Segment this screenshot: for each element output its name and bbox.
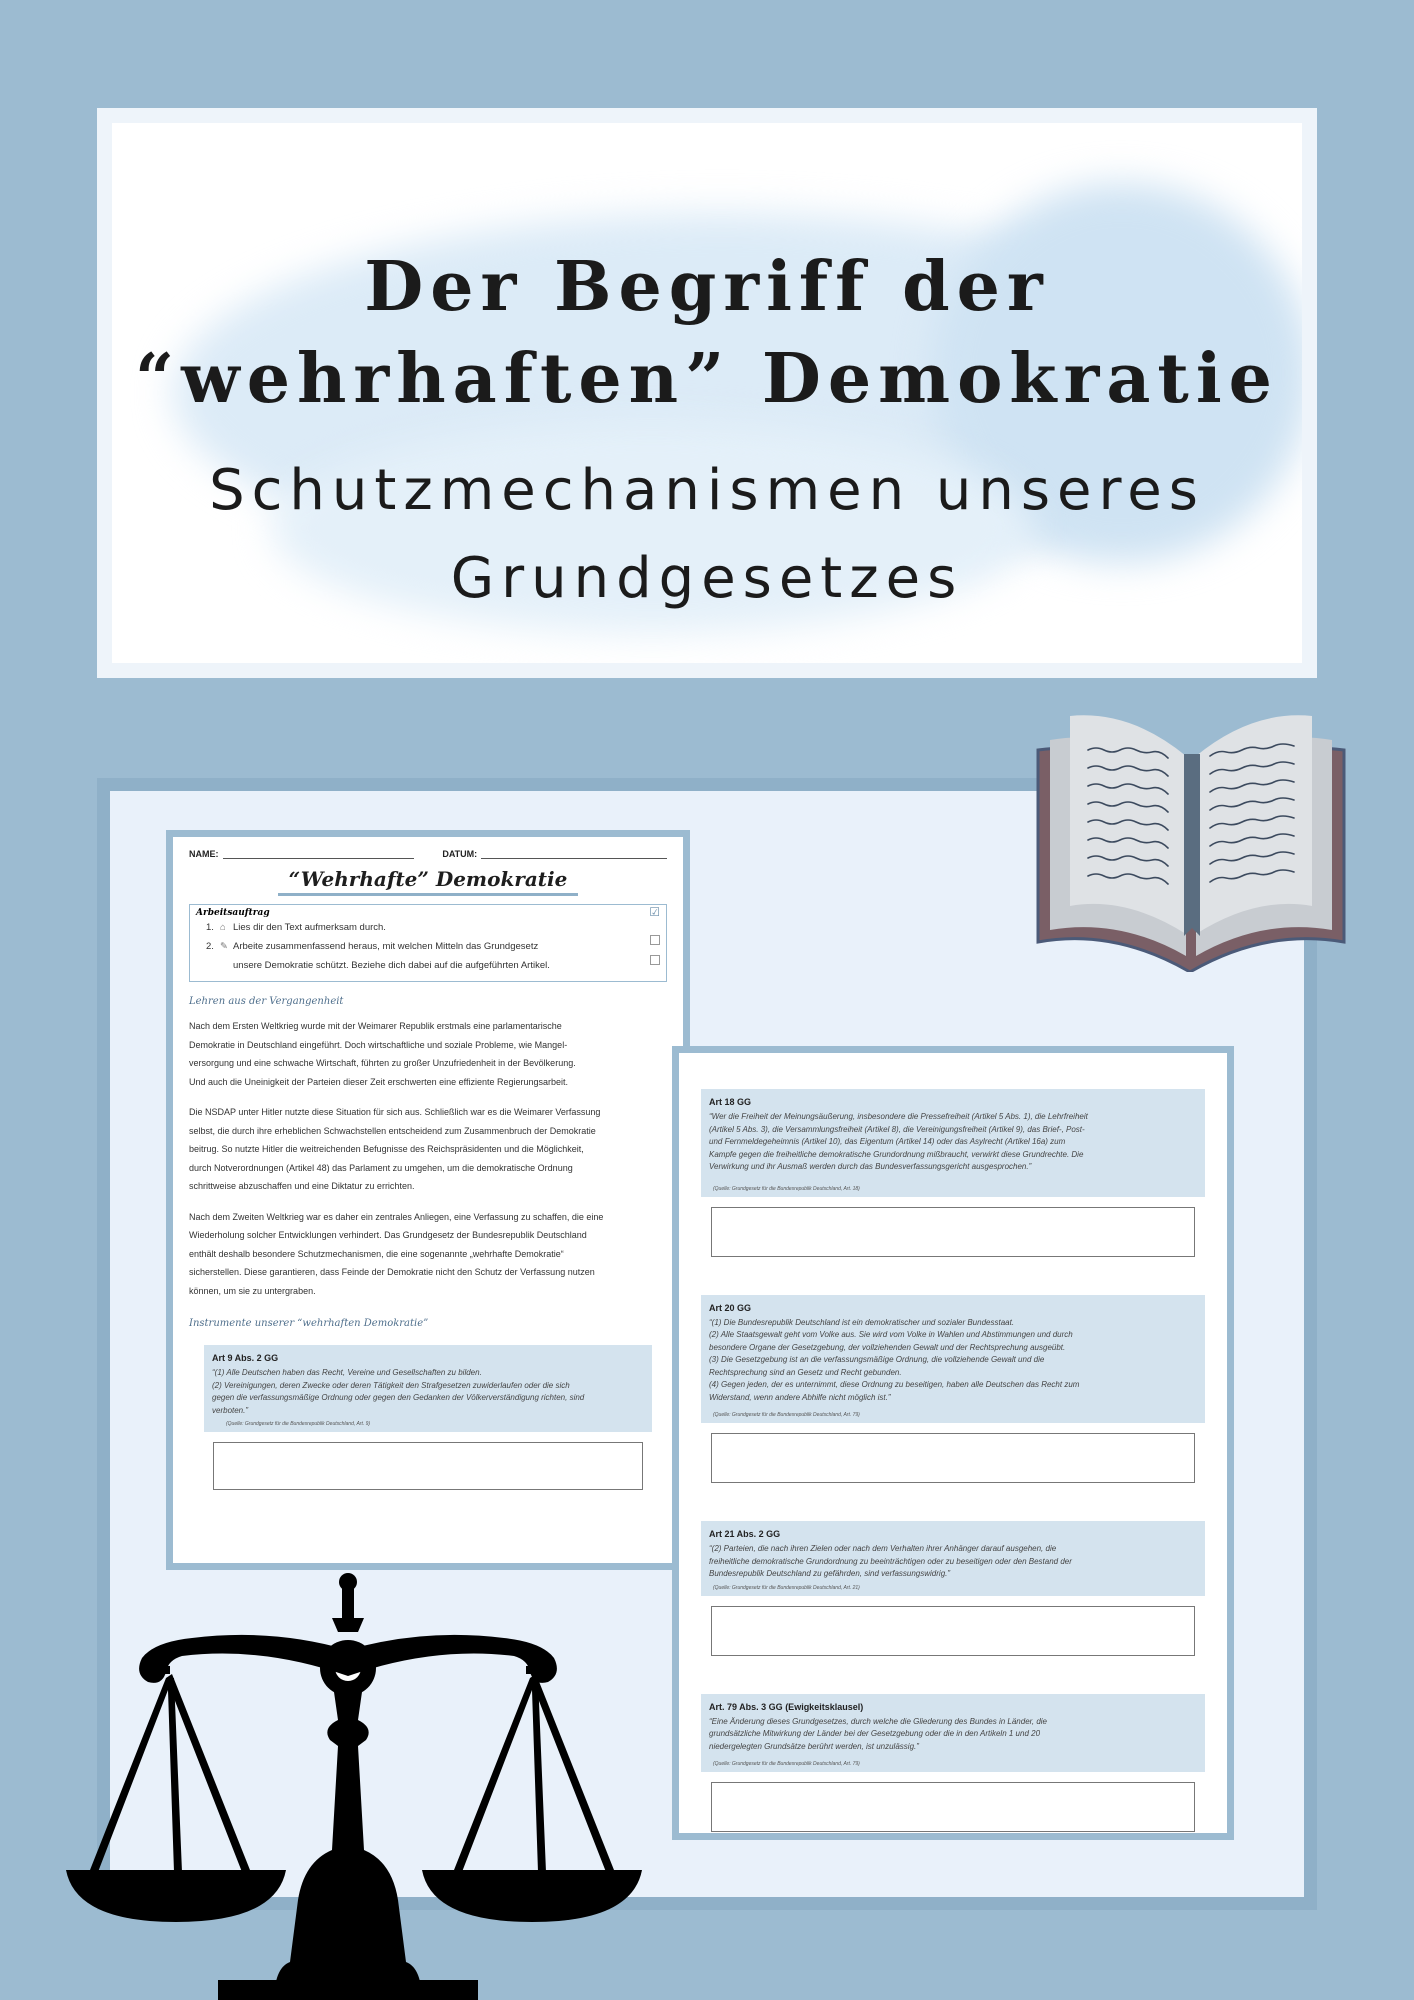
- article-text: “Eine Änderung dieses Grundgesetzes, durch welche die Gliederung des Bundes in Länder, die grundsätzliche Mitwirkung der Länder bei der Gesetzgebung oder die in den Artikeln 1 und 20 niedergelegten Grundsätze berührt werden, ist unzulässig.”: [709, 1716, 1047, 1751]
- answer-box[interactable]: [711, 1782, 1195, 1832]
- article-box: [701, 1521, 1205, 1596]
- answer-box[interactable]: [711, 1606, 1195, 1656]
- article-title: Art. 79 Abs. 3 GG (Ewigkeitsklausel): [709, 1701, 864, 1712]
- cover-subtitle-line-1: Schutzmechanismen unseres: [209, 458, 1205, 523]
- cover-title-line-2: “wehrhaften” Demokratie: [135, 339, 1279, 419]
- worksheet-page-1: [166, 830, 690, 1570]
- cover-title-line-1: Der Begriff der: [364, 247, 1050, 327]
- checkbox-icon: [650, 935, 660, 945]
- article-text: “(1) Die Bundesrepublik Deutschland ist ein demokratischer und sozialer Bundesstaat. (2) Alle Staatsgewalt geht vom Volke aus. Sie wird vom Volke in Wahlen und Abstimmungen und durch besondere Organe der Gesetzgebung, der vollziehenden Gewalt und der Rechtsprechung ausgeübt. (3) Die Gesetzgebung ist an die verfassungsmäßige Ordnung, die vollziehende Gewalt und die Rechtsprechung sind an Gesetz und Recht gebunden. (4) Gegen jeden, der es unternimmt, diese Ordnung zu beseitigen, haben alle Deutschen das Recht zum Widerstand, wenn andere Abhilfe nicht möglich ist.”: [709, 1317, 1080, 1402]
- checkbox-icon: ☑: [649, 905, 660, 919]
- answer-box[interactable]: [213, 1442, 643, 1490]
- section-heading: Lehren aus der Vergangenheit: [189, 996, 344, 1007]
- paragraph-3: Nach dem Zweiten Weltkrieg war es daher ein zentrales Anliegen, eine Verfassung zu schaffen, die eine Wiederholung solcher Entwicklungen verhindert. Das Grundgesetz der Bundesrepublik Deutschland enthält deshalb besondere Schutzmechanismen, die eine sogenannte „wehrhafte Demokratie“ sicherstellen. Diese garantieren, dass Feinde der Demokratie nicht den Schutz der Verfassung nutzen können, um sie zu untergraben.: [189, 1211, 604, 1296]
- name-date-row: [189, 849, 667, 859]
- task-item: 2. ✎ Arbeite zusammenfassend heraus, mit welchen Mitteln das Grundgesetz: [196, 937, 658, 956]
- article-title: Art 18 GG: [709, 1097, 752, 1107]
- scales-of-justice-icon: [62, 1570, 642, 2000]
- reading-icon: ⌂: [220, 922, 226, 933]
- article-box: [204, 1345, 652, 1432]
- writing-icon: ✎: [220, 941, 228, 952]
- task-heading: Arbeitsauftrag: [196, 908, 270, 918]
- article-box: [701, 1089, 1205, 1197]
- open-book-icon: [1034, 710, 1348, 972]
- article-box: [701, 1694, 1205, 1773]
- title-underline: [278, 893, 578, 896]
- article-title: Art 20 GG: [709, 1302, 752, 1313]
- cover-subtitle-line-2: Grundgesetzes: [450, 546, 964, 611]
- date-field: DATUM:: [442, 849, 667, 859]
- paragraph-1: Nach dem Ersten Weltkrieg wurde mit der Weimarer Republik erstmals eine parlamentarische Demokratie in Deutschland eingeführt. Doch wirtschaftliche und soziale Probleme, wie Mangel- versorgung und eine schwache Wirtschaft, führten zu großer Unzufriedenheit in der Bevölkerung. Und auch die Uneinigkeit der Parteien dieser Zeit erschwerten eine effiziente Regierungsarbeit.: [189, 1021, 576, 1087]
- article-title: Art 9 Abs. 2 GG: [212, 1353, 279, 1363]
- title-card-inner: [112, 123, 1302, 663]
- title-card: [97, 108, 1317, 678]
- article-text: “Wer die Freiheit der Meinungsäußerung, insbesondere die Pressefreiheit (Artikel 5 Abs. 1), die Lehrfreiheit (Artikel 5 Abs. 3), die Versammlungsfreiheit (Artikel 8), die Vereinigungsfreiheit (Artikel 9), das Brief-, Post- und Fernmeldegeheimnis (Artikel 10), das Eigentum (Artikel 14) oder das Asylrecht (Artikel 16a) zum Kampfe gegen die freiheitliche demokratische Grundordnung mißbraucht, verwirkt diese Grundrechte. Die Verwirkung und ihr Ausmaß werden durch das Bundesverfassungsgericht ausgesprochen.”: [709, 1112, 1088, 1171]
- checkbox-icon: [650, 955, 660, 965]
- answer-box[interactable]: [711, 1207, 1195, 1257]
- paragraph-2: Die NSDAP unter Hitler nutzte diese Situation für sich aus. Schließlich war es die Weimarer Verfassung selbst, die durch ihre erheblichen Schwachstellen entscheidend zum Zusammenbruch der Demokratie beitrug. So nutzte Hitler die weitreichenden Befugnisse des Reichspräsidenten und die Möglichkeit, durch Notverordnungen (Artikel 48) das Parlament zu umgehen, um die demokratische Ordnung schrittweise abzuschaffen und eine Diktatur zu errichten.: [189, 1107, 601, 1191]
- article-source: (Quelle: Grundgesetz für die Bundesrepublik Deutschland, Art. 18): [713, 1185, 860, 1192]
- worksheet-page-2: [672, 1046, 1234, 1840]
- section-heading: Instrumente unserer “wehrhaften Demokratie”: [189, 1318, 429, 1329]
- worksheet-title: “Wehrhafte” Demokratie: [288, 867, 568, 891]
- article-title: Art 21 Abs. 2 GG: [709, 1529, 781, 1539]
- answer-box[interactable]: [711, 1433, 1195, 1483]
- article-source: (Quelle: Grundgesetz für die Bundesrepublik Deutschland, Art. 21): [713, 1584, 860, 1591]
- cover-subtitle: [112, 447, 1302, 623]
- article-source: (Quelle: Grundgesetz für die Bundesrepublik Deutschland, Art. 79): [713, 1412, 860, 1418]
- article-source: (Quelle: Grundgesetz für die Bundesrepublik Deutschland, Art. 79): [713, 1761, 860, 1767]
- cover-title-block: [112, 123, 1302, 623]
- name-field: NAME:: [189, 849, 414, 859]
- article-text: “(2) Parteien, die nach ihren Zielen oder nach dem Verhalten ihrer Anhänger darauf ausgehen, die freiheitliche demokratische Grundordnung zu beeinträchtigen oder zu beseitigen oder den Bestand der Bundesrepublik Deutschland zu gefährden, sind verfassungswidrig.”: [709, 1544, 1072, 1578]
- article-source: (Quelle: Grundgesetz für die Bundesrepublik Deutschland, Art. 9): [226, 1421, 371, 1427]
- task-item: 1. ⌂ Lies dir den Text aufmerksam durch.: [196, 918, 658, 937]
- task-box: [189, 904, 667, 982]
- article-box: [701, 1295, 1205, 1424]
- task-item-continued: unsere Demokratie schützt. Beziehe dich dabei auf die aufgeführten Artikel.: [233, 960, 550, 971]
- article-text: “(1) Alle Deutschen haben das Recht, Vereine und Gesellschaften zu bilden. (2) Vereinigungen, deren Zwecke oder deren Tätigkeit den Strafgesetzen zuwiderlaufen oder die sich gegen die verfassungsmäßige Ordnung oder gegen den Gedanken der Völkerverständigung richten, sind verboten.”: [212, 1368, 585, 1415]
